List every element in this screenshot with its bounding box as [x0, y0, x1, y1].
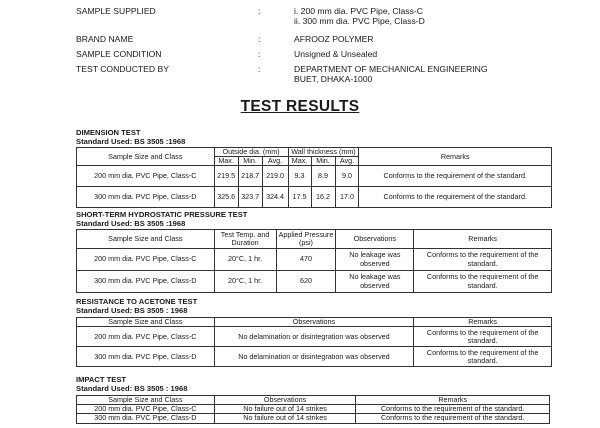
wt-avg-cell: 17.0 [335, 187, 359, 208]
dimension-test-table [76, 147, 552, 208]
observation-cell: No delamination or disintegration was observed [214, 347, 414, 367]
header-avg: Avg. [262, 157, 288, 166]
header-outside-dia: Outside dia. (mm) [214, 148, 288, 157]
temp-cell: 20°C, 1 hr. [214, 271, 276, 293]
od-max-cell: 325.6 [214, 187, 238, 208]
observation-cell: No delamination or disintegration was observed [214, 327, 414, 347]
pressure-cell: 620 [276, 271, 336, 293]
header-sample: Sample Size and Class [77, 230, 215, 249]
table-row [77, 166, 552, 187]
impact-test-heading [76, 375, 187, 393]
sample-cell: 300 mm dia. PVC Pipe, Class-D [77, 347, 215, 367]
remarks-cell: Conforms to the requirement of the standard. [414, 327, 552, 347]
page-title: TEST RESULTS [240, 98, 360, 115]
temp-cell: 20°C, 1 hr. [214, 249, 276, 271]
remarks-cell: Conforms to the requirement of the standard. [359, 187, 552, 208]
acetone-test-heading [76, 297, 197, 315]
wt-min-cell: 8.9 [311, 166, 335, 187]
pressure-cell: 470 [276, 249, 336, 271]
hydrostatic-test-standard: Standard Used: BS 3505 :1968 [76, 219, 186, 228]
observation-cell: No failure out of 14 strikes [214, 414, 356, 423]
header-remarks: Remarks [414, 230, 552, 249]
brand-name-label: BRAND NAME [76, 34, 134, 44]
dimension-test-standard: Standard Used: BS 3505 :1968 [76, 137, 186, 146]
header-temp: Test Temp. and Duration [214, 230, 276, 249]
od-max-cell: 219.5 [214, 166, 238, 187]
wt-avg-cell: 9.0 [335, 166, 359, 187]
header-wall-thickness: Wall thickness (mm) [288, 148, 359, 157]
colon: : [258, 6, 261, 16]
sample-supplied-line-2: ii. 300 mm dia. PVC Pipe, Class-D [294, 16, 425, 26]
observation-cell: No failure out of 14 strikes [214, 405, 356, 414]
header-sample: Sample Size and Class [77, 396, 215, 405]
table-row [77, 271, 552, 293]
hydrostatic-test-title: SHORT-TERM HYDROSTATIC PRESSURE TEST [76, 210, 248, 219]
sample-supplied-label: SAMPLE SUPPLIED [76, 6, 156, 16]
table-row [77, 249, 552, 271]
sample-cell: 200 mm dia. PVC Pipe, Class-C [77, 166, 215, 187]
sample-supplied-line-1: i. 200 mm dia. PVC Pipe, Class-C [294, 6, 423, 16]
test-conducted-by-label: TEST CONDUCTED BY [76, 64, 169, 74]
remarks-cell: Conforms to the requirement of the standard. [359, 166, 552, 187]
od-avg-cell: 324.4 [262, 187, 288, 208]
remarks-cell: Conforms to the requirement of the standard. [356, 414, 550, 423]
header-remarks: Remarks [414, 318, 552, 327]
sample-cell: 200 mm dia. PVC Pipe, Class-C [77, 327, 215, 347]
brand-name-value: AFROOZ POLYMER [294, 34, 374, 44]
hydrostatic-test-heading [76, 210, 247, 228]
colon: : [258, 64, 261, 74]
header-avg: Avg. [335, 157, 359, 166]
header-remarks: Remarks [359, 148, 552, 166]
table-row [77, 187, 552, 208]
header-max: Max. [214, 157, 238, 166]
test-conducted-by-line-2: BUET, DHAKA-1000 [294, 74, 373, 84]
sample-cell: 200 mm dia. PVC Pipe, Class-C [77, 405, 215, 414]
test-conducted-by-line-1: DEPARTMENT OF MECHANICAL ENGINEERING [294, 64, 488, 74]
header-min: Min. [238, 157, 262, 166]
remarks-cell: Conforms to the requirement of the standard. [414, 271, 552, 293]
impact-test-standard: Standard Used: BS 3505 : 1968 [76, 384, 188, 393]
sample-cell: 300 mm dia. PVC Pipe, Class-D [77, 271, 215, 293]
remarks-cell: Conforms to the requirement of the standard. [414, 249, 552, 271]
sample-cell: 300 mm dia. PVC Pipe, Class-D [77, 414, 215, 423]
table-row [77, 347, 552, 367]
header-observations: Observations [214, 396, 356, 405]
remarks-cell: Conforms to the requirement of the standard. [356, 405, 550, 414]
header-sample: Sample Size and Class [77, 318, 215, 327]
remarks-cell: Conforms to the requirement of the standard. [414, 347, 552, 367]
observation-cell: No leakage was observed [336, 271, 414, 293]
header-min: Min. [311, 157, 335, 166]
wt-max-cell: 17.5 [288, 187, 311, 208]
wt-min-cell: 16.2 [311, 187, 335, 208]
table-row [77, 414, 550, 423]
colon: : [258, 49, 261, 59]
colon: : [258, 34, 261, 44]
table-row [77, 327, 552, 347]
sample-cell: 200 mm dia. PVC Pipe, Class-C [77, 249, 215, 271]
dimension-test-title: DIMENSION TEST [76, 128, 141, 137]
acetone-test-title: RESISTANCE TO ACETONE TEST [76, 297, 198, 306]
sample-cell: 300 mm dia. PVC Pipe, Class-D [77, 187, 215, 208]
header-remarks: Remarks [356, 396, 550, 405]
dimension-test-heading [76, 128, 185, 146]
observation-cell: No leakage was observed [336, 249, 414, 271]
acetone-test-standard: Standard Used: BS 3505 : 1968 [76, 306, 188, 315]
header-sample: Sample Size and Class [77, 148, 215, 166]
impact-test-title: IMPACT TEST [76, 375, 127, 384]
hydrostatic-test-table [76, 229, 552, 293]
od-avg-cell: 219.0 [262, 166, 288, 187]
header-pressure: Applied Pressure (psi) [276, 230, 336, 249]
impact-test-table [76, 395, 550, 424]
od-min-cell: 218.7 [238, 166, 262, 187]
od-min-cell: 323.7 [238, 187, 262, 208]
header-max: Max. [288, 157, 311, 166]
wt-max-cell: 9.3 [288, 166, 311, 187]
header-observations: Observations [214, 318, 414, 327]
acetone-test-table [76, 317, 552, 367]
header-observations: Observations [336, 230, 414, 249]
sample-condition-label: SAMPLE CONDITION [76, 49, 162, 59]
sample-condition-value: Unsigned & Unsealed [294, 49, 378, 59]
